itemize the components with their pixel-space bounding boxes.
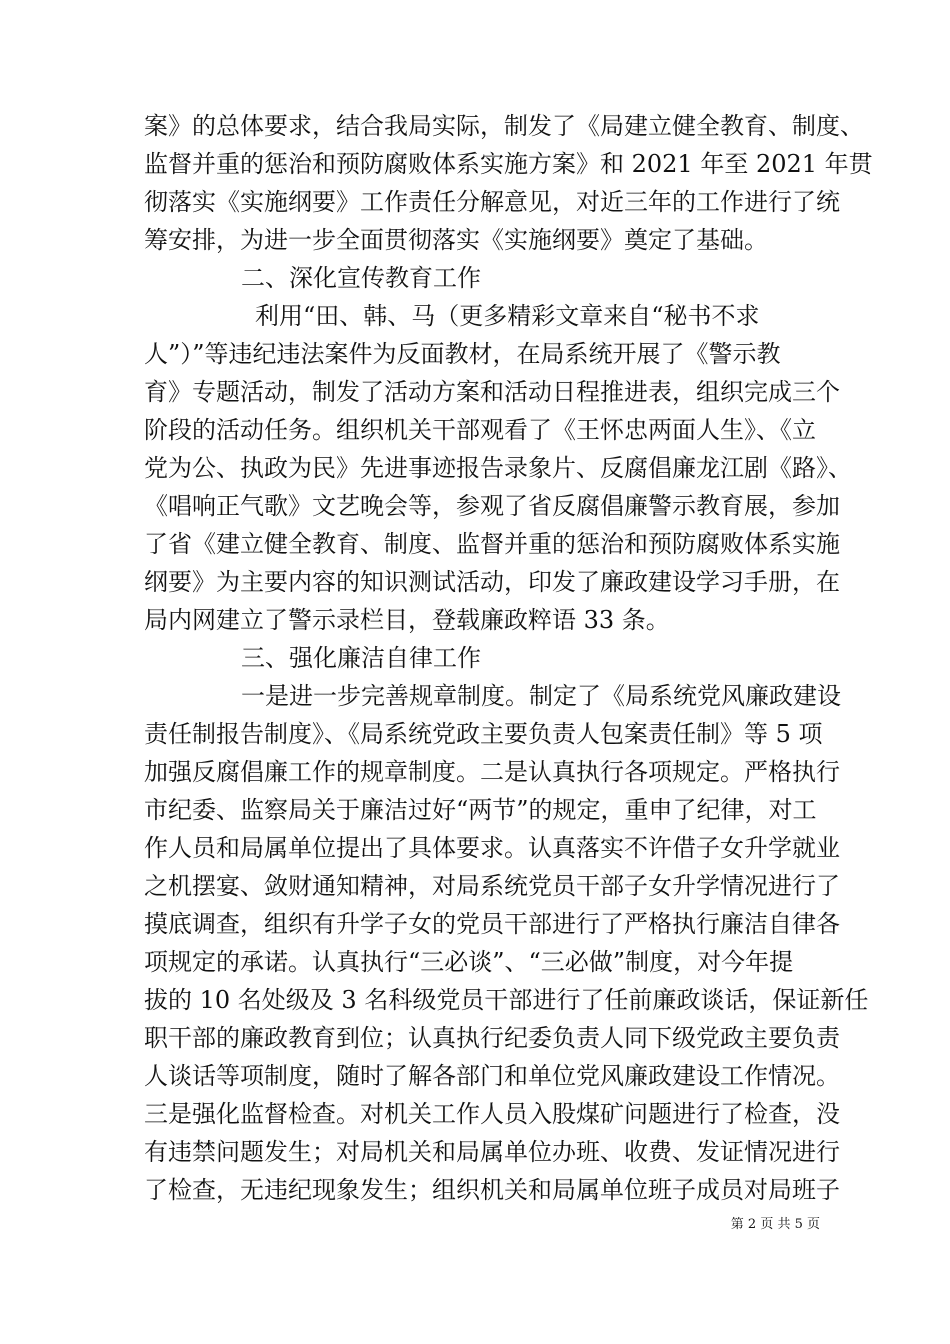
text-line: 利用“田、韩、马（更多精彩文章来自“秘书不求 [255,302,760,330]
text-line: 有违禁问题发生；对局机关和局属单位办班、收费、发证情况进行 [144,1138,840,1166]
text-line: 三是强化监督检查。对机关工作人员入股煤矿问题进行了检查，没 [144,1100,840,1128]
text-line: 育》专题活动，制发了活动方案和活动日程推进表，组织完成三个 [144,378,840,406]
text-line: 人”）”等违纪违法案件为反面教材，在局系统开展了《警示教 [144,340,781,368]
text-line: 党为公、执政为民》先进事迹报告录象片、反腐倡廉龙江剧《路》、 [144,454,852,482]
text-line: 彻落实《实施纲要》工作责任分解意见，对近三年的工作进行了统 [144,188,840,216]
section-heading: 二、深化宣传教育工作 [241,264,481,292]
text-line: 一是进一步完善规章制度。制定了《局系统党风廉政建设 [241,682,841,710]
page-number: 第 2 页 共 5 页 [730,1217,820,1232]
section-heading: 三、强化廉洁自律工作 [241,644,481,672]
text-line: 阶段的活动任务。组织机关干部观看了《王怀忠两面人生》、《立 [144,416,816,444]
text-line: 监督并重的惩治和预防腐败体系实施方案》和 2021 年至 2021 年贯 [144,150,873,178]
text-line: 《唱响正气歌》文艺晚会等，参观了省反腐倡廉警示教育展，参加 [144,492,840,520]
text-line: 市纪委、监察局关于廉洁过好“两节”的规定，重申了纪律，对工 [144,796,817,824]
text-line: 人谈话等项制度，随时了解各部门和单位党风廉政建设工作情况。 [144,1062,840,1090]
text-line: 摸底调查，组织有升学子女的党员干部进行了严格执行廉洁自律各 [144,910,840,938]
text-line: 项规定的承诺。认真执行“三必谈”、“三必做”制度，对今年提 [144,948,794,976]
text-line: 责任制报告制度》、《局系统党政主要负责人包案责任制》等 5 项 [144,720,823,748]
text-line: 职干部的廉政教育到位；认真执行纪委负责人同下级党政主要负责 [144,1024,840,1052]
text-line: 拔的 10 名处级及 3 名科级党员干部进行了任前廉政谈话，保证新任 [144,986,869,1014]
text-line: 局内网建立了警示录栏目，登载廉政粹语 33 条。 [144,606,670,634]
text-line: 作人员和局属单位提出了具体要求。认真落实不许借子女升学就业 [144,834,840,862]
text-line: 之机摆宴、敛财通知精神，对局系统党员干部子女升学情况进行了 [144,872,840,900]
text-line: 筹安排，为进一步全面贯彻落实《实施纲要》奠定了基础。 [144,226,768,254]
text-line: 案》的总体要求，结合我局实际，制发了《局建立健全教育、制度、 [144,112,864,140]
text-line: 纲要》为主要内容的知识测试活动，印发了廉政建设学习手册，在 [144,568,840,596]
text-line: 了省《建立健全教育、制度、监督并重的惩治和预防腐败体系实施 [144,530,840,558]
text-line: 加强反腐倡廉工作的规章制度。二是认真执行各项规定。严格执行 [144,758,840,786]
text-line: 了检查，无违纪现象发生；组织机关和局属单位班子成员对局班子 [144,1176,840,1204]
